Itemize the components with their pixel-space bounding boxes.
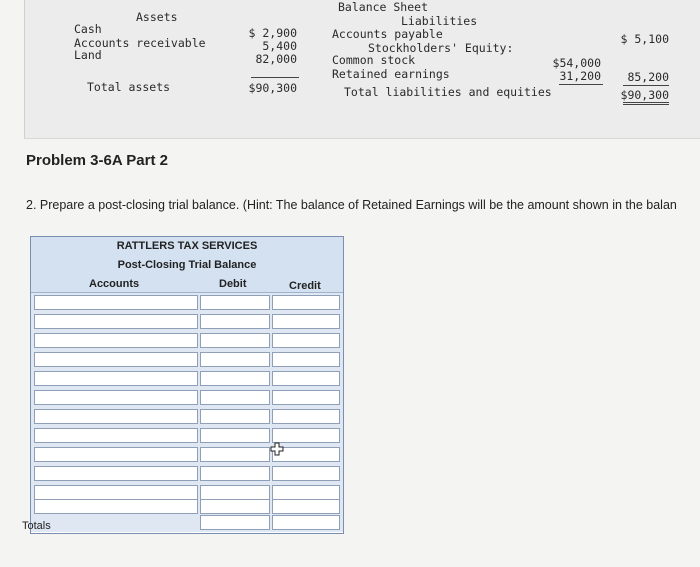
debit-input[interactable] xyxy=(200,447,270,462)
total-debit-input[interactable] xyxy=(200,515,270,530)
accounts-payable-amount: $ 5,100 xyxy=(620,32,669,46)
debit-input[interactable] xyxy=(200,390,270,405)
account-input[interactable] xyxy=(34,466,198,481)
credit-input[interactable] xyxy=(272,333,340,348)
asset-ar-amount: 5,400 xyxy=(262,39,297,53)
balance-sheet-panel xyxy=(24,0,700,139)
balance-sheet-title: Balance Sheet xyxy=(338,0,429,14)
debit-input[interactable] xyxy=(200,409,270,424)
problem-title: Problem 3-6A Part 2 xyxy=(26,152,168,169)
asset-ar-label: Accounts receivable xyxy=(74,36,206,50)
debit-input[interactable] xyxy=(200,295,270,310)
account-input[interactable] xyxy=(34,409,198,424)
account-input[interactable] xyxy=(34,485,198,500)
statement-subtitle: Post-Closing Trial Balance xyxy=(117,259,257,271)
debit-input[interactable] xyxy=(200,428,270,443)
col-header-debit: Debit xyxy=(219,278,247,290)
liabilities-heading: Liabilities xyxy=(401,14,478,28)
total-le-amount: $90,300 xyxy=(620,88,669,102)
debit-input[interactable] xyxy=(200,333,270,348)
common-stock-amount: $54,000 xyxy=(552,56,601,70)
total-le-label: Total liabilities and equities xyxy=(344,85,552,99)
retained-earnings-amount: 31,200 xyxy=(559,69,601,83)
col-header-accounts: Accounts xyxy=(89,278,140,290)
credit-input[interactable] xyxy=(272,352,340,367)
account-input[interactable] xyxy=(34,390,198,405)
retained-earnings-label: Retained earnings xyxy=(332,67,450,81)
debit-input[interactable] xyxy=(200,371,270,386)
total-equity-rule xyxy=(623,85,669,86)
total-le-double-rule xyxy=(623,102,669,105)
totals-label: Totals xyxy=(22,520,51,532)
account-input[interactable] xyxy=(34,447,198,462)
credit-input[interactable] xyxy=(272,499,340,514)
equity-heading: Stockholders' Equity: xyxy=(368,41,514,55)
move-cursor-icon xyxy=(270,442,284,456)
total-assets-amount: $90,300 xyxy=(248,81,297,95)
asset-cash-amount: $ 2,900 xyxy=(248,26,297,40)
total-assets-label: Total assets xyxy=(87,80,171,94)
common-stock-label: Common stock xyxy=(332,53,416,67)
debit-input[interactable] xyxy=(200,466,270,481)
credit-input[interactable] xyxy=(272,295,340,310)
trial-balance-table xyxy=(30,236,344,534)
account-input[interactable] xyxy=(34,499,198,514)
account-input[interactable] xyxy=(34,333,198,348)
accounts-payable-label: Accounts payable xyxy=(332,27,443,41)
credit-input[interactable] xyxy=(272,390,340,405)
assets-rule xyxy=(251,77,299,78)
account-input[interactable] xyxy=(34,352,198,367)
account-input[interactable] xyxy=(34,314,198,329)
total-credit-input[interactable] xyxy=(272,515,340,530)
debit-input[interactable] xyxy=(200,352,270,367)
company-name: RATTLERS TAX SERVICES xyxy=(116,240,258,252)
problem-instruction: 2. Prepare a post-closing trial balance. (Hint: The balance of Retained Earnings will be the amount shown in the balan xyxy=(26,198,677,212)
equity-rule xyxy=(559,84,603,85)
credit-input[interactable] xyxy=(272,371,340,386)
asset-land-amount: 82,000 xyxy=(255,52,297,66)
total-equity-amount: 85,200 xyxy=(627,70,669,84)
credit-input[interactable] xyxy=(272,485,340,500)
assets-heading: Assets xyxy=(136,10,178,24)
account-input[interactable] xyxy=(34,371,198,386)
account-input[interactable] xyxy=(34,295,198,310)
debit-input[interactable] xyxy=(200,499,270,514)
asset-cash-label: Cash xyxy=(74,22,102,36)
account-input[interactable] xyxy=(34,428,198,443)
credit-input[interactable] xyxy=(272,428,340,443)
col-header-credit: Credit xyxy=(289,280,321,292)
credit-input[interactable] xyxy=(272,466,340,481)
credit-input[interactable] xyxy=(272,409,340,424)
debit-input[interactable] xyxy=(200,314,270,329)
debit-input[interactable] xyxy=(200,485,270,500)
credit-input[interactable] xyxy=(272,314,340,329)
asset-land-label: Land xyxy=(74,48,102,62)
